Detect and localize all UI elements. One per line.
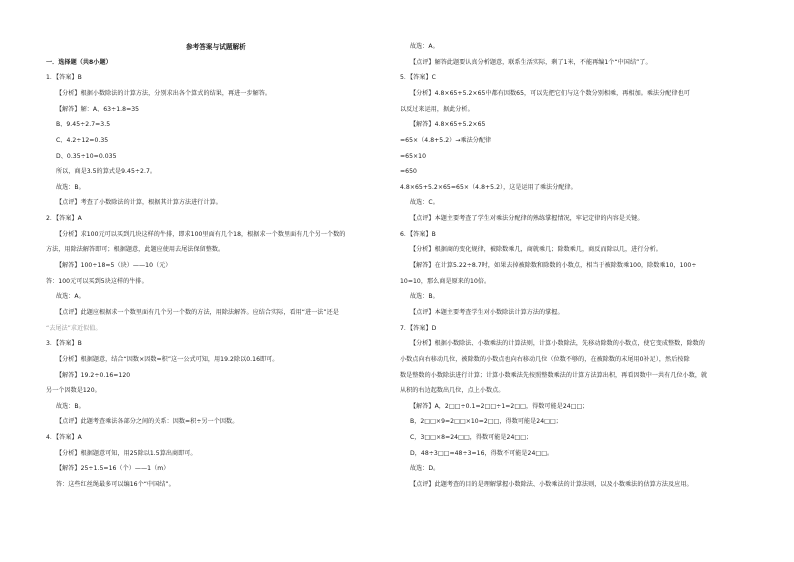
comment-line: 【点评】解答此题要认真分析题意，联系生活实际，剩了1米，不能再编1个“中国结”了。 <box>410 59 652 66</box>
text-line: B，2□□×9=2□□×10=2□□，得数可能是24□□； <box>410 418 562 425</box>
text-line: 小数点向右移动几位，被除数的小数点也向右移动几位（位数不够的，在被除数的末尾用0补足），然后按除 <box>400 356 690 363</box>
text-line: 答：100元可以买到5块这样的牛排。 <box>46 278 148 285</box>
analysis-line: 【分析】根据小数除法、小数乘法的计算法则，计算小数除法，先移动除数的小数点，使它变成整数，除数的 <box>410 340 705 347</box>
text-line: 4.8×65+5.2×65=65×（4.8+5.2），这是运用了乘法分配律。 <box>400 184 577 191</box>
text-line: 故选：B。 <box>410 293 439 300</box>
answer-line: 7．【答案】D <box>400 325 437 332</box>
text-line: =65×10 <box>400 153 427 160</box>
section-heading: 一．选择题（共8小题） <box>46 59 112 66</box>
answer-line: 1．【答案】B <box>46 74 82 81</box>
answer-line: 3．【答案】B <box>46 340 82 347</box>
text-line: 故选：A。 <box>56 293 85 300</box>
text-line: 故选：C。 <box>410 199 439 206</box>
text-line: D、0.35÷10=0.035 <box>56 153 117 160</box>
text-line: 方法，用除法解答即可；根据题意，此题应使用去尾法保留整数。 <box>46 246 225 253</box>
text-line: “去尾法”求近似值。 <box>46 325 102 332</box>
text-line: C，3□□×8=24□□，得数可能是24□□； <box>410 434 533 441</box>
comment-line: 【点评】此题应根据求一个数里面有几个另一个数的方法，用除法解答。应结合实际，看用“进一法”还是 <box>56 309 339 316</box>
text-line: =650 <box>400 168 417 175</box>
solution-line: 【解答】在计算5.22÷8.7时，如果去掉被除数和除数的小数点，相当于被除数乘100，除数乘10，100÷ <box>410 262 697 269</box>
text-line: 所以，商是3.5的算式是9.45÷2.7。 <box>56 168 157 175</box>
text-line: 故选：D。 <box>410 465 440 472</box>
text-line: 故选：B。 <box>56 403 85 410</box>
comment-line: 【点评】本题主要考查了学生对乘法分配律的熟练掌握情况，牢记定律的内容是关键。 <box>410 215 644 222</box>
answer-line: 4．【答案】A <box>46 434 82 441</box>
document-title: 参考答案与试题解析 <box>186 43 246 51</box>
solution-line: 【解答】解：A、63÷1.8=35 <box>56 106 140 113</box>
text-line: 故选：A。 <box>410 43 439 50</box>
text-line: 10=10，那么商是原来的10倍。 <box>400 278 491 285</box>
text-line: D，48÷3□□≈48÷3=16，得数不可能是24□□。 <box>410 450 554 457</box>
comment-line: 【点评】此题考查乘法各部分之间的关系：因数=积÷另一个因数。 <box>56 418 239 425</box>
analysis-line: 【分析】根据商的变化规律，被除数乘几，商就乘几；除数乘几，商反而除以几，进行分析。 <box>410 246 662 253</box>
analysis-line: 【分析】根据题意，结合“因数×因数=积”这一公式可知，用19.2除以0.16即可。 <box>56 356 279 363</box>
solution-line: 【解答】25÷1.5=16（个）——1（m） <box>56 465 170 472</box>
text-line: 以反过来运用，据此分析。 <box>400 106 474 113</box>
solution-line: 【解答】19.2÷0.16=120 <box>56 372 131 379</box>
analysis-line: 【分析】根据小数除法的计算方法，分别求出各个算式的结果，再进一步解答。 <box>56 90 272 97</box>
answer-line: 6．【答案】B <box>400 231 436 238</box>
text-line: 另一个因数是120。 <box>46 387 101 394</box>
comment-line: 【点评】此题考查的目的是理解掌握小数除法、小数乘法的计算法则，以及小数乘法的估算方法及应用。 <box>410 481 693 488</box>
text-line: 故选：B。 <box>56 184 85 191</box>
analysis-line: 【分析】求100元可以买到几块这样的牛排，即求100里面有几个18，根据求一个数里面有几个另一个数的 <box>56 231 346 238</box>
text-line: 数是整数的小数除法进行计算；计算小数乘法先按照整数乘法的计算方法算出积，再看因数中一共有几位小数，就 <box>400 372 708 379</box>
analysis-line: 【分析】根据题意可知，用25除以1.5算出商即可。 <box>56 450 197 457</box>
solution-line: 【解答】A，2□□÷0.1=2□□÷1=2□□，得数可能是24□□； <box>410 403 589 410</box>
text-line: 从积的右边起数出几位，点上小数点。 <box>400 387 505 394</box>
solution-line: 【解答】100÷18≈5（块）——10（元） <box>56 262 172 269</box>
answer-line: 5．【答案】C <box>400 74 436 81</box>
comment-line: 【点评】考查了小数除法的计算，根据其计算方法进行计算。 <box>56 199 222 206</box>
analysis-line: 【分析】4.8×65+5.2×65中都有因数65，可以先把它们与这个数分别相乘，再相加。乘法分配律也可 <box>410 90 690 97</box>
text-line: =65×（4.8+5.2）→乘法分配律 <box>400 137 492 144</box>
text-line: B、9.45÷2.7=3.5 <box>56 121 111 128</box>
comment-line: 【点评】本题主要考查学生对小数除法计算方法的掌握。 <box>410 309 564 316</box>
text-line: C、4.2÷12=0.35 <box>56 137 109 144</box>
text-line: 答：这些红丝绳最多可以编16个“中国结”。 <box>56 481 175 488</box>
solution-line: 【解答】4.8×65+5.2×65 <box>410 121 486 128</box>
answer-line: 2．【答案】A <box>46 215 82 222</box>
